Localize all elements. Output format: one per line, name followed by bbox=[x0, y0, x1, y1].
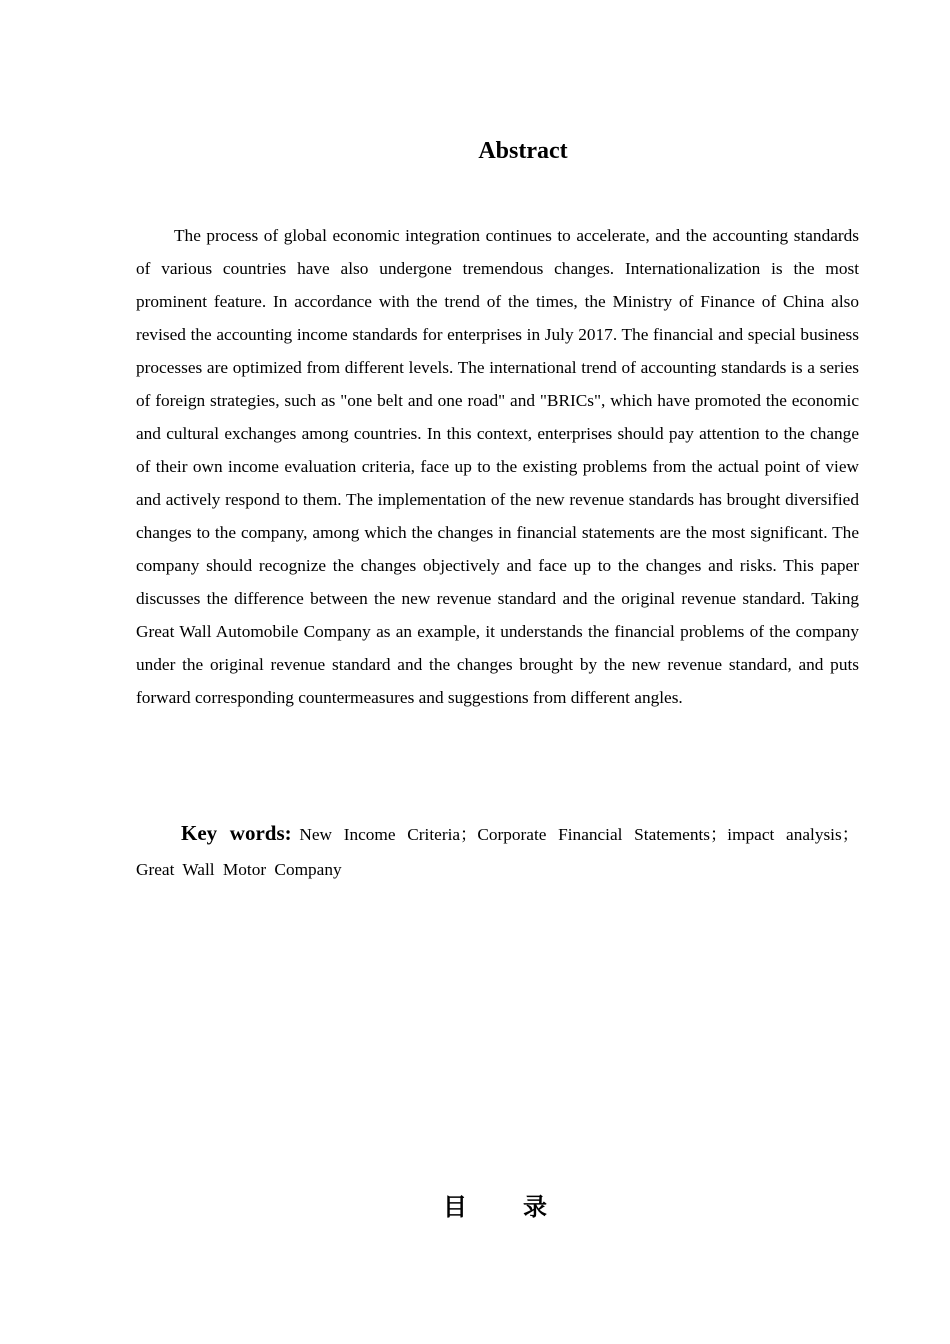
keywords-values: New Income Criteria；Corporate Financial Statements；impact analysis；Great Wall Motor Company bbox=[136, 825, 859, 879]
keywords-section bbox=[136, 816, 859, 887]
keywords-label: Key words: bbox=[181, 821, 292, 845]
abstract-body: The process of global economic integration continues to accelerate, and the accounting standards of various countries have also undergone tremendous changes. Internationalization is the most prominent feature. In accordance with the trend of the times, the Ministry of Finance of China also revised the accounting income standards for enterprises in July 2017. The financial and special business processes are optimized from different levels. The international trend of accounting standards is a series of foreign strategies, such as "one belt and one road" and "BRICs", which have promoted the economic and cultural exchanges among countries. In this context, enterprises should pay attention to the change of their own income evaluation criteria, face up to the existing problems from the actual point of view and actively respond to them. The implementation of the new revenue standards has brought diversified changes to the company, among which the changes in financial statements are the most significant. The company should recognize the changes objectively and face up to the changes and risks. This paper discusses the difference between the new revenue standard and the original revenue standard. Taking Great Wall Automobile Company as an example, it understands the financial problems of the company under the original revenue standard and the changes brought by the new revenue standard, and puts forward corresponding countermeasures and suggestions from different angles. bbox=[136, 226, 859, 707]
toc-title: 目录 bbox=[443, 1193, 603, 1221]
abstract-title: Abstract bbox=[478, 138, 568, 164]
